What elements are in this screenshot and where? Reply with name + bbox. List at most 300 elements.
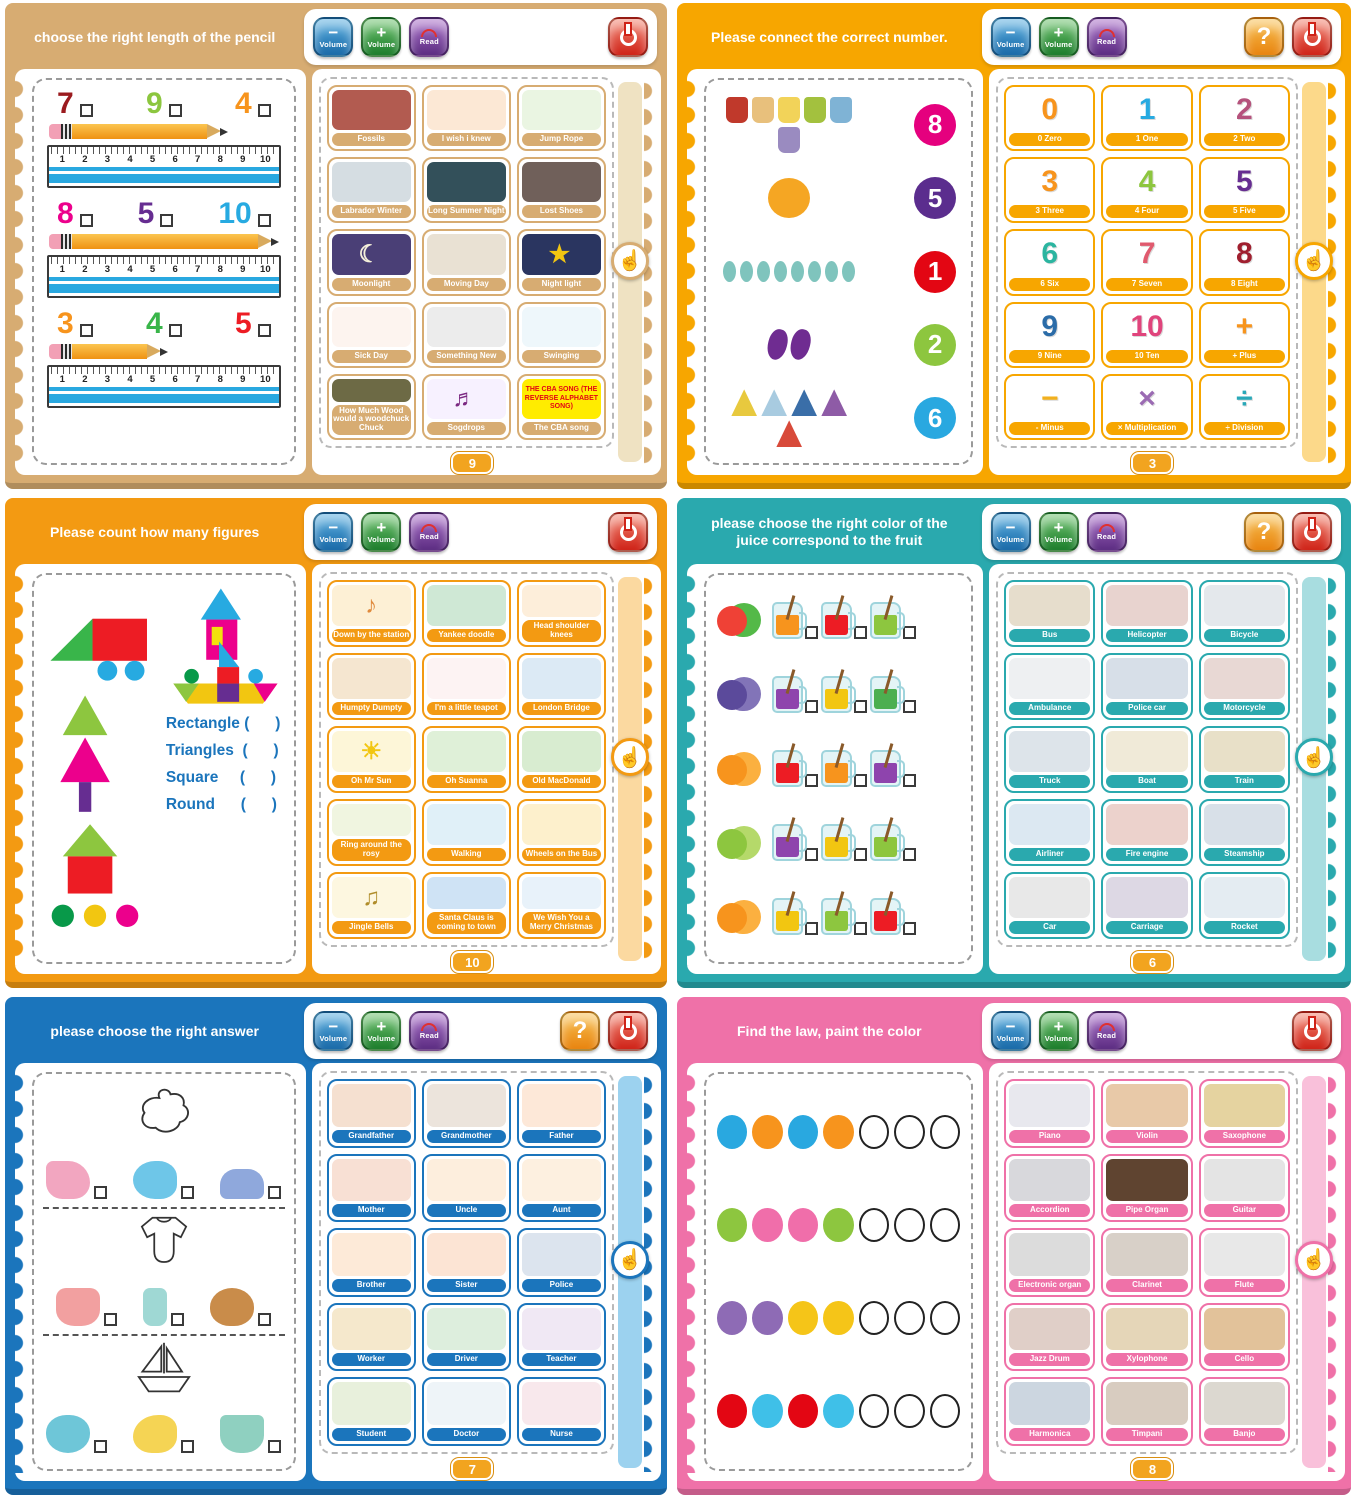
fruit-graphic — [717, 750, 763, 788]
card-image — [1204, 585, 1285, 626]
volume-down-button[interactable]: − Volume — [313, 512, 353, 552]
sound-card[interactable] — [422, 580, 511, 647]
jar-choice — [772, 750, 818, 787]
card-label: Head shoulder knees — [522, 620, 601, 642]
sound-card[interactable] — [1199, 85, 1290, 151]
card-label: Sister — [427, 1279, 506, 1292]
pattern-dot[interactable] — [788, 1208, 818, 1242]
answer-checkbox[interactable] — [160, 214, 173, 227]
sound-card[interactable] — [1101, 1228, 1192, 1297]
power-icon — [620, 29, 637, 46]
card-label: Grandmother — [427, 1130, 506, 1143]
sound-card[interactable] — [1101, 302, 1192, 368]
ruler-number: 1 — [59, 154, 65, 165]
answer-checkbox[interactable] — [854, 848, 867, 861]
card-image — [427, 1084, 506, 1127]
sound-card[interactable] — [1199, 872, 1290, 939]
answer-checkbox[interactable] — [258, 324, 271, 337]
sound-card[interactable] — [327, 1154, 416, 1223]
sound-card[interactable] — [1199, 799, 1290, 866]
card-label: Walking — [427, 848, 506, 861]
sound-card[interactable] — [422, 799, 511, 866]
answer-checkbox[interactable] — [854, 922, 867, 935]
jar-choice — [870, 824, 916, 861]
answer-checkbox[interactable] — [169, 324, 182, 337]
sound-card[interactable] — [1101, 653, 1192, 720]
card-image — [332, 1159, 411, 1202]
card-label: Old MacDonald — [522, 775, 601, 788]
answer-checkbox[interactable] — [94, 1440, 107, 1453]
pattern-dot[interactable] — [859, 1208, 889, 1242]
fruit-graphic — [717, 675, 763, 713]
count-items — [721, 261, 857, 282]
pattern-dot[interactable] — [823, 1301, 853, 1335]
answer-checkbox[interactable] — [805, 774, 818, 787]
sound-card[interactable] — [1199, 1303, 1290, 1372]
sound-card[interactable] — [327, 85, 416, 151]
number-target[interactable]: 6 — [914, 397, 956, 439]
sound-card[interactable] — [517, 302, 606, 368]
sound-card[interactable] — [1004, 653, 1095, 720]
pencil-graphic — [49, 124, 228, 139]
juice-jar — [772, 750, 803, 787]
sound-card[interactable] — [1004, 85, 1095, 151]
sound-card[interactable] — [1004, 1303, 1095, 1372]
volume-down-button[interactable]: − Volume — [991, 17, 1031, 57]
count-item — [731, 389, 757, 416]
juice-jar — [870, 824, 901, 861]
sound-card[interactable] — [327, 157, 416, 223]
sound-card[interactable] — [1199, 374, 1290, 440]
sound-card[interactable] — [1004, 157, 1095, 223]
card-label: Lost Shoes — [522, 205, 601, 218]
question-button[interactable] — [1244, 512, 1284, 552]
sound-card[interactable] — [1004, 872, 1095, 939]
card-tile-text — [464, 181, 468, 183]
hand-pointer-button[interactable]: ☝ — [611, 1241, 649, 1279]
sound-card[interactable] — [1199, 580, 1290, 647]
pattern-dot[interactable] — [788, 1301, 818, 1335]
shape-answer[interactable]: Square ( ) — [165, 768, 277, 786]
sound-card[interactable] — [1004, 1079, 1095, 1148]
sound-card[interactable] — [1199, 726, 1290, 793]
card-image — [522, 1308, 601, 1351]
pattern-dot[interactable] — [930, 1301, 960, 1335]
sound-card[interactable] — [1101, 1377, 1192, 1446]
sound-card[interactable] — [422, 157, 511, 223]
sound-card[interactable] — [1004, 1154, 1095, 1223]
minus-icon: − — [1005, 517, 1016, 537]
volume-up-button[interactable]: + Volume — [1039, 512, 1079, 552]
pattern-dot[interactable] — [894, 1301, 924, 1335]
answer-checkbox[interactable] — [104, 1313, 117, 1326]
pattern-dot[interactable] — [788, 1115, 818, 1149]
card-page — [312, 564, 661, 974]
pattern-dot[interactable] — [717, 1115, 747, 1149]
card-image — [1009, 731, 1090, 772]
card-label: Bus — [1009, 629, 1090, 642]
answer-checkbox[interactable] — [171, 1313, 184, 1326]
card-label: Clarinet — [1106, 1279, 1187, 1292]
sound-card[interactable] — [422, 1154, 511, 1223]
card-label: Swinging — [522, 350, 601, 363]
length-number: 8 — [57, 197, 74, 230]
power-button[interactable] — [1292, 512, 1332, 552]
power-button[interactable] — [608, 1011, 648, 1051]
sound-card[interactable] — [1101, 799, 1192, 866]
card-label: London Bridge — [522, 702, 601, 715]
read-button[interactable]: Read — [1087, 17, 1127, 57]
sound-card[interactable] — [1101, 726, 1192, 793]
sound-card[interactable] — [1199, 653, 1290, 720]
pattern-dot[interactable] — [859, 1394, 889, 1428]
sound-card[interactable] — [1199, 302, 1290, 368]
hand-pointer-button[interactable]: ☝ — [611, 242, 649, 280]
jar-choice — [870, 676, 916, 713]
panel-body — [677, 560, 1351, 982]
volume-up-button[interactable]: + Volume — [1039, 17, 1079, 57]
pencil-exercise-row — [47, 307, 281, 408]
pattern-dot[interactable] — [752, 1301, 782, 1335]
sound-card[interactable] — [1101, 1079, 1192, 1148]
hand-pointer-button[interactable]: ☝ — [1295, 242, 1333, 280]
page-number-tab: 10 — [451, 951, 493, 973]
volume-up-button[interactable]: + Volume — [361, 17, 401, 57]
sound-card[interactable] — [327, 1079, 416, 1148]
shape-answer[interactable]: Round ( ) — [165, 795, 277, 813]
sound-card[interactable] — [422, 1228, 511, 1297]
length-number: 4 — [235, 87, 252, 120]
card-tile-text — [464, 253, 468, 255]
card-image — [427, 379, 506, 419]
sound-card[interactable] — [517, 1377, 606, 1446]
ruler-ticks — [51, 367, 277, 374]
sound-card[interactable] — [327, 1228, 416, 1297]
card-image — [1009, 307, 1090, 347]
sound-card[interactable] — [517, 1154, 606, 1223]
page-title: Please connect the correct number. — [711, 28, 948, 45]
card-label: Electronic organ — [1009, 1279, 1090, 1292]
sound-card[interactable] — [1004, 302, 1095, 368]
count-item — [723, 261, 736, 282]
sound-card[interactable] — [1004, 1377, 1095, 1446]
volume-down-button[interactable]: − Volume — [313, 1011, 353, 1051]
read-button[interactable]: Read — [409, 1011, 449, 1051]
volume-up-button[interactable]: + Volume — [361, 1011, 401, 1051]
answer-checkbox[interactable] — [80, 214, 93, 227]
hand-pointer-button[interactable]: ☝ — [611, 738, 649, 776]
sound-card[interactable] — [1101, 229, 1192, 295]
ruler-number: 8 — [217, 264, 223, 275]
card-image — [1009, 234, 1090, 274]
pattern-dot[interactable] — [930, 1394, 960, 1428]
count-item — [726, 97, 748, 123]
shape-answer[interactable]: Rectangle ( ) — [165, 714, 281, 732]
length-choice — [146, 307, 182, 340]
sound-card[interactable] — [517, 229, 606, 295]
panel-paint-color — [677, 997, 1351, 1495]
pencil-shaft — [72, 234, 258, 249]
sound-card[interactable] — [327, 799, 416, 866]
sound-card[interactable] — [422, 85, 511, 151]
sound-card[interactable] — [327, 1303, 416, 1372]
pattern-dot[interactable] — [894, 1115, 924, 1149]
sound-card[interactable] — [1199, 157, 1290, 223]
sound-card[interactable] — [1004, 726, 1095, 793]
sound-card[interactable] — [422, 1377, 511, 1446]
sound-card[interactable] — [1101, 1303, 1192, 1372]
sound-card[interactable] — [517, 374, 606, 440]
hand-pointer-button[interactable]: ☝ — [1295, 738, 1333, 776]
power-button[interactable] — [1292, 1011, 1332, 1051]
card-grid — [996, 572, 1298, 947]
number-target[interactable]: 1 — [914, 251, 956, 293]
answer-checkbox[interactable] — [169, 104, 182, 117]
read-button[interactable]: Read — [1087, 512, 1127, 552]
card-image — [427, 234, 506, 274]
pattern-dot[interactable] — [823, 1208, 853, 1242]
card-label: Night light — [522, 278, 601, 291]
sound-card[interactable] — [1199, 1079, 1290, 1148]
card-label: 6 Six — [1009, 278, 1090, 291]
count-item — [825, 261, 838, 282]
volume-down-button[interactable]: − Volume — [991, 1011, 1031, 1051]
answer-checkbox[interactable] — [80, 104, 93, 117]
answer-checkbox[interactable] — [903, 922, 916, 935]
card-image — [1204, 234, 1285, 274]
pattern-dot[interactable] — [930, 1115, 960, 1149]
card-image — [1204, 804, 1285, 845]
sound-card[interactable] — [517, 1303, 606, 1372]
answer-checkbox[interactable] — [903, 848, 916, 861]
controls-bar — [304, 9, 657, 65]
answer-checkbox[interactable] — [805, 626, 818, 639]
card-image — [1106, 658, 1187, 699]
answer-checkbox[interactable] — [854, 700, 867, 713]
number-target[interactable]: 5 — [914, 177, 956, 219]
sound-card[interactable] — [1004, 1228, 1095, 1297]
card-label: Flute — [1204, 1279, 1285, 1292]
sound-card[interactable] — [1199, 1154, 1290, 1223]
page-title: Find the law, paint the color — [737, 1022, 922, 1039]
card-image — [332, 804, 411, 836]
card-image — [427, 658, 506, 699]
ruler-number: 4 — [127, 264, 133, 275]
card-icon: + — [1235, 309, 1254, 343]
answer-checkbox[interactable] — [805, 922, 818, 935]
sound-card[interactable] — [422, 374, 511, 440]
minus-icon: − — [1005, 1016, 1016, 1036]
sound-card[interactable] — [1004, 229, 1095, 295]
sound-card[interactable] — [422, 726, 511, 793]
pattern-dot[interactable] — [717, 1394, 747, 1428]
sound-card[interactable] — [517, 653, 606, 720]
card-image — [1106, 877, 1187, 918]
pattern-dot[interactable] — [788, 1394, 818, 1428]
pattern-dot[interactable] — [823, 1394, 853, 1428]
sound-card[interactable] — [327, 229, 416, 295]
answer-checkbox[interactable] — [80, 324, 93, 337]
question-button[interactable] — [1244, 17, 1284, 57]
card-label: Something New — [427, 350, 506, 363]
answer-checkbox[interactable] — [805, 700, 818, 713]
read-button[interactable]: Read — [1087, 1011, 1127, 1051]
sound-card[interactable] — [517, 799, 606, 866]
sound-card[interactable] — [1004, 580, 1095, 647]
card-page — [989, 1063, 1345, 1481]
minus-icon: − — [328, 517, 339, 537]
match-row — [715, 88, 962, 161]
sound-card[interactable] — [327, 580, 416, 647]
pattern-dot[interactable] — [894, 1208, 924, 1242]
read-button[interactable]: Read — [409, 512, 449, 552]
card-label: Long Summer Night — [427, 205, 506, 218]
scalloped-edge — [644, 1072, 659, 1472]
pencil-graphic — [49, 344, 168, 359]
card-label: Humpty Dumpty — [332, 702, 411, 715]
answer-checkbox[interactable] — [854, 774, 867, 787]
card-label: Jump Rope — [522, 133, 601, 146]
pencil-exercise-row — [47, 197, 281, 298]
number-target[interactable]: 2 — [914, 324, 956, 366]
card-page — [312, 69, 661, 475]
volume-down-button[interactable]: − Volume — [991, 512, 1031, 552]
card-tile-text — [369, 326, 373, 328]
card-image — [427, 731, 506, 772]
sound-card[interactable] — [517, 157, 606, 223]
answer-checkbox[interactable] — [258, 1313, 271, 1326]
pattern-dot[interactable] — [894, 1394, 924, 1428]
shape-answer[interactable]: Triangles ( ) — [165, 741, 279, 759]
sound-card[interactable] — [422, 653, 511, 720]
panel-choose-pencil-length — [5, 3, 667, 489]
jar-choice — [821, 602, 867, 639]
sound-card[interactable] — [517, 85, 606, 151]
sound-card[interactable] — [1199, 229, 1290, 295]
sound-card[interactable] — [1101, 1154, 1192, 1223]
sound-card[interactable] — [327, 726, 416, 793]
sound-card[interactable] — [422, 302, 511, 368]
answer-checkbox[interactable] — [805, 848, 818, 861]
sound-card[interactable] — [1199, 1228, 1290, 1297]
card-image — [522, 1084, 601, 1127]
book-binding-stripe — [1302, 577, 1326, 961]
sound-card[interactable] — [517, 726, 606, 793]
sound-card[interactable] — [422, 1079, 511, 1148]
card-image — [1204, 1308, 1285, 1351]
pattern-dot[interactable] — [752, 1394, 782, 1428]
answer-checkbox[interactable] — [903, 626, 916, 639]
sound-card[interactable] — [1101, 374, 1192, 440]
pattern-dot[interactable] — [930, 1208, 960, 1242]
sound-card[interactable] — [1101, 872, 1192, 939]
pattern-dot[interactable] — [752, 1115, 782, 1149]
sound-card[interactable] — [327, 302, 416, 368]
pattern-dot[interactable] — [823, 1115, 853, 1149]
sound-card[interactable] — [1101, 157, 1192, 223]
ruler-number: 9 — [240, 374, 246, 385]
number-target[interactable]: 8 — [914, 104, 956, 146]
answer-section-romper — [43, 1209, 285, 1336]
volume-down-button[interactable]: − Volume — [313, 17, 353, 57]
choice-picture — [46, 1161, 90, 1199]
pattern-dot[interactable] — [859, 1115, 889, 1149]
sound-card[interactable] — [1004, 799, 1095, 866]
scalloped-edge — [1328, 1072, 1343, 1472]
card-grid — [319, 1071, 614, 1454]
answer-checkbox[interactable] — [268, 1186, 281, 1199]
pattern-dot[interactable] — [717, 1301, 747, 1335]
juice-jar — [870, 750, 901, 787]
answer-checkbox[interactable] — [258, 104, 271, 117]
power-icon — [620, 1023, 637, 1040]
sound-card[interactable] — [422, 229, 511, 295]
answer-checkbox[interactable] — [258, 214, 271, 227]
answer-checkbox[interactable] — [181, 1186, 194, 1199]
sound-card[interactable] — [327, 374, 416, 440]
pattern-dot[interactable] — [752, 1208, 782, 1242]
sound-card[interactable] — [422, 1303, 511, 1372]
power-button[interactable] — [608, 17, 648, 57]
sound-card[interactable] — [517, 580, 606, 647]
ruler-number: 7 — [195, 264, 201, 275]
card-image — [522, 1382, 601, 1425]
card-image — [1106, 1233, 1187, 1276]
fruit-graphic — [717, 824, 763, 862]
juice-activity — [704, 573, 973, 964]
question-button[interactable] — [560, 1011, 600, 1051]
sound-card[interactable] — [327, 653, 416, 720]
sound-card[interactable] — [517, 1079, 606, 1148]
pattern-dot[interactable] — [717, 1208, 747, 1242]
answer-checkbox[interactable] — [903, 774, 916, 787]
sound-card[interactable] — [327, 1377, 416, 1446]
answer-checkbox[interactable] — [268, 1440, 281, 1453]
answer-checkbox[interactable] — [181, 1440, 194, 1453]
answer-checkbox[interactable] — [854, 626, 867, 639]
read-button[interactable]: Read — [409, 17, 449, 57]
page-title: Please count how many figures — [50, 523, 260, 540]
answer-checkbox[interactable] — [903, 700, 916, 713]
sound-card[interactable] — [517, 1228, 606, 1297]
sound-card[interactable] — [1101, 85, 1192, 151]
volume-up-button[interactable]: + Volume — [361, 512, 401, 552]
sound-card[interactable] — [422, 872, 511, 939]
count-items — [721, 97, 857, 153]
panel-header — [677, 498, 1351, 560]
controls-bar — [982, 1003, 1341, 1059]
power-button[interactable] — [608, 512, 648, 552]
card-image — [332, 658, 411, 699]
ruler-number: 4 — [127, 154, 133, 165]
card-label: Steamship — [1204, 848, 1285, 861]
sound-card[interactable] — [327, 872, 416, 939]
power-button[interactable] — [1292, 17, 1332, 57]
answer-checkbox[interactable] — [94, 1186, 107, 1199]
hand-pointer-button[interactable]: ☝ — [1295, 1241, 1333, 1279]
sound-card[interactable] — [1101, 580, 1192, 647]
card-label: Piano — [1009, 1130, 1090, 1143]
sound-card[interactable] — [1004, 374, 1095, 440]
card-grid — [996, 1071, 1298, 1454]
scalloped-edge — [1328, 78, 1343, 466]
answer-choice — [56, 1288, 117, 1326]
card-label: Car — [1009, 921, 1090, 934]
volume-up-button[interactable]: + Volume — [1039, 1011, 1079, 1051]
pattern-dot[interactable] — [859, 1301, 889, 1335]
sound-card[interactable] — [517, 872, 606, 939]
sound-card[interactable] — [1199, 1377, 1290, 1446]
